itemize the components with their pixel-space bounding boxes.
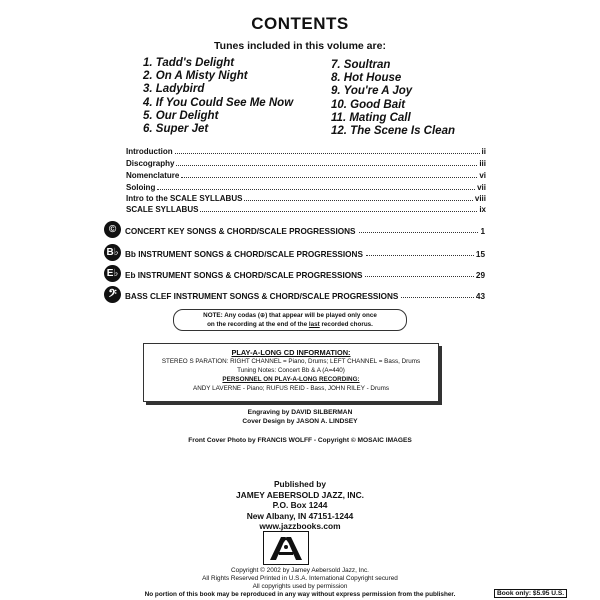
tune-item: 7. Soultran (331, 59, 391, 71)
page-title: CONTENTS (251, 14, 349, 33)
credits: Engraving by DAVID SILBERMAN Cover Design by JASON A. LINDSEY (242, 409, 358, 425)
publisher-block: Published by JAMEY AEBERSOLD JAZZ, INC. P.O. Box 1244 New Albany, IN 47151-1244 www.jazzbooks.com (0, 479, 600, 532)
tune-item: 5. Our Delight (143, 109, 219, 122)
toc-row[interactable]: Introduction ii (126, 147, 486, 156)
tune-item: 10. Good Bait (331, 98, 406, 111)
cover-photo-credit: Front Cover Photo by FRANCIS WOLFF - Copyright © MOSAIC IMAGES (188, 437, 412, 444)
tune-item: 3. Ladybird (143, 83, 205, 96)
price-tag: Book only: $5.95 U.S. (494, 589, 567, 598)
tune-item: 4. If You Could See Me Now (143, 96, 294, 109)
website-link[interactable]: www.jazzbooks.com (259, 521, 341, 532)
cd-info-box: PLAY-A-LONG CD INFORMATION: STEREO S PARATION: RIGHT CHANNEL = Piano, Drums; LEFT CHANNEL = Bass, Drums Tuning Notes: Concert Bb & A (A=440) PERSONNEL ON PLAY-A-LONG RECORDING: ANDY LAVERNE - Piano; RUFUS REID - Bass, JOHN RILEY - Drums (143, 343, 439, 402)
eb-instrument-icon: E♭ (104, 265, 121, 282)
cd-info-heading: PLAY-A-LONG CD INFORMATION: (231, 348, 351, 357)
tune-item: 9. You're A Joy (331, 85, 413, 98)
copyright-block: Copyright © 2002 by Jamey Aebersold Jazz, Inc. All Rights Reserved Printed in U.S.A. International Copyright secured All copyrights used by permission No portion of this book may be reproduced in any way without express permission from the publisher. (144, 567, 456, 598)
tune-item: 2. On A Misty Night (143, 70, 248, 83)
tune-item: 12. The Scene Is Clean (331, 125, 456, 138)
tune-list-right (331, 59, 455, 138)
bb-instrument-icon: B♭ (104, 244, 121, 261)
toc-row[interactable]: SCALE SYLLABUS ix (126, 205, 486, 214)
publisher-logo-icon (263, 531, 309, 565)
section-list (125, 222, 485, 306)
section-row-bb[interactable]: Bb INSTRUMENT SONGS & CHORD/SCALE PROGRESSIONS 15 (125, 250, 485, 259)
concert-key-icon: © (104, 221, 121, 238)
tune-item: 6. Super Jet (143, 123, 209, 136)
coda-note: NOTE: Any codas (⊕) that appear will be played only once on the recording at the end of the last recorded chorus. (173, 309, 407, 331)
section-row-eb[interactable]: Eb INSTRUMENT SONGS & CHORD/SCALE PROGRESSIONS 29 (125, 271, 485, 280)
page-subtitle: Tunes included in this volume are: (214, 40, 386, 52)
toc-row[interactable]: Nomenclature vi (126, 171, 486, 180)
toc-row[interactable]: Intro to the SCALE SYLLABUS viii (126, 194, 486, 203)
section-row-concert[interactable]: CONCERT KEY SONGS & CHORD/SCALE PROGRESSIONS 1 (125, 227, 485, 236)
toc-row[interactable]: Discography iii (126, 159, 486, 168)
section-row-bass-clef[interactable]: BASS CLEF INSTRUMENT SONGS & CHORD/SCALE PROGRESSIONS 43 (125, 292, 485, 301)
tune-item: 8. Hot House (331, 72, 402, 85)
tune-item: 11. Mating Call (331, 111, 411, 124)
tune-item: 1. Tadd's Delight (143, 57, 235, 69)
bass-clef-icon: 𝄢 (104, 286, 121, 303)
tune-list-left (143, 57, 293, 136)
toc-row[interactable]: Soloing vii (126, 183, 486, 192)
toc-list (126, 145, 486, 215)
